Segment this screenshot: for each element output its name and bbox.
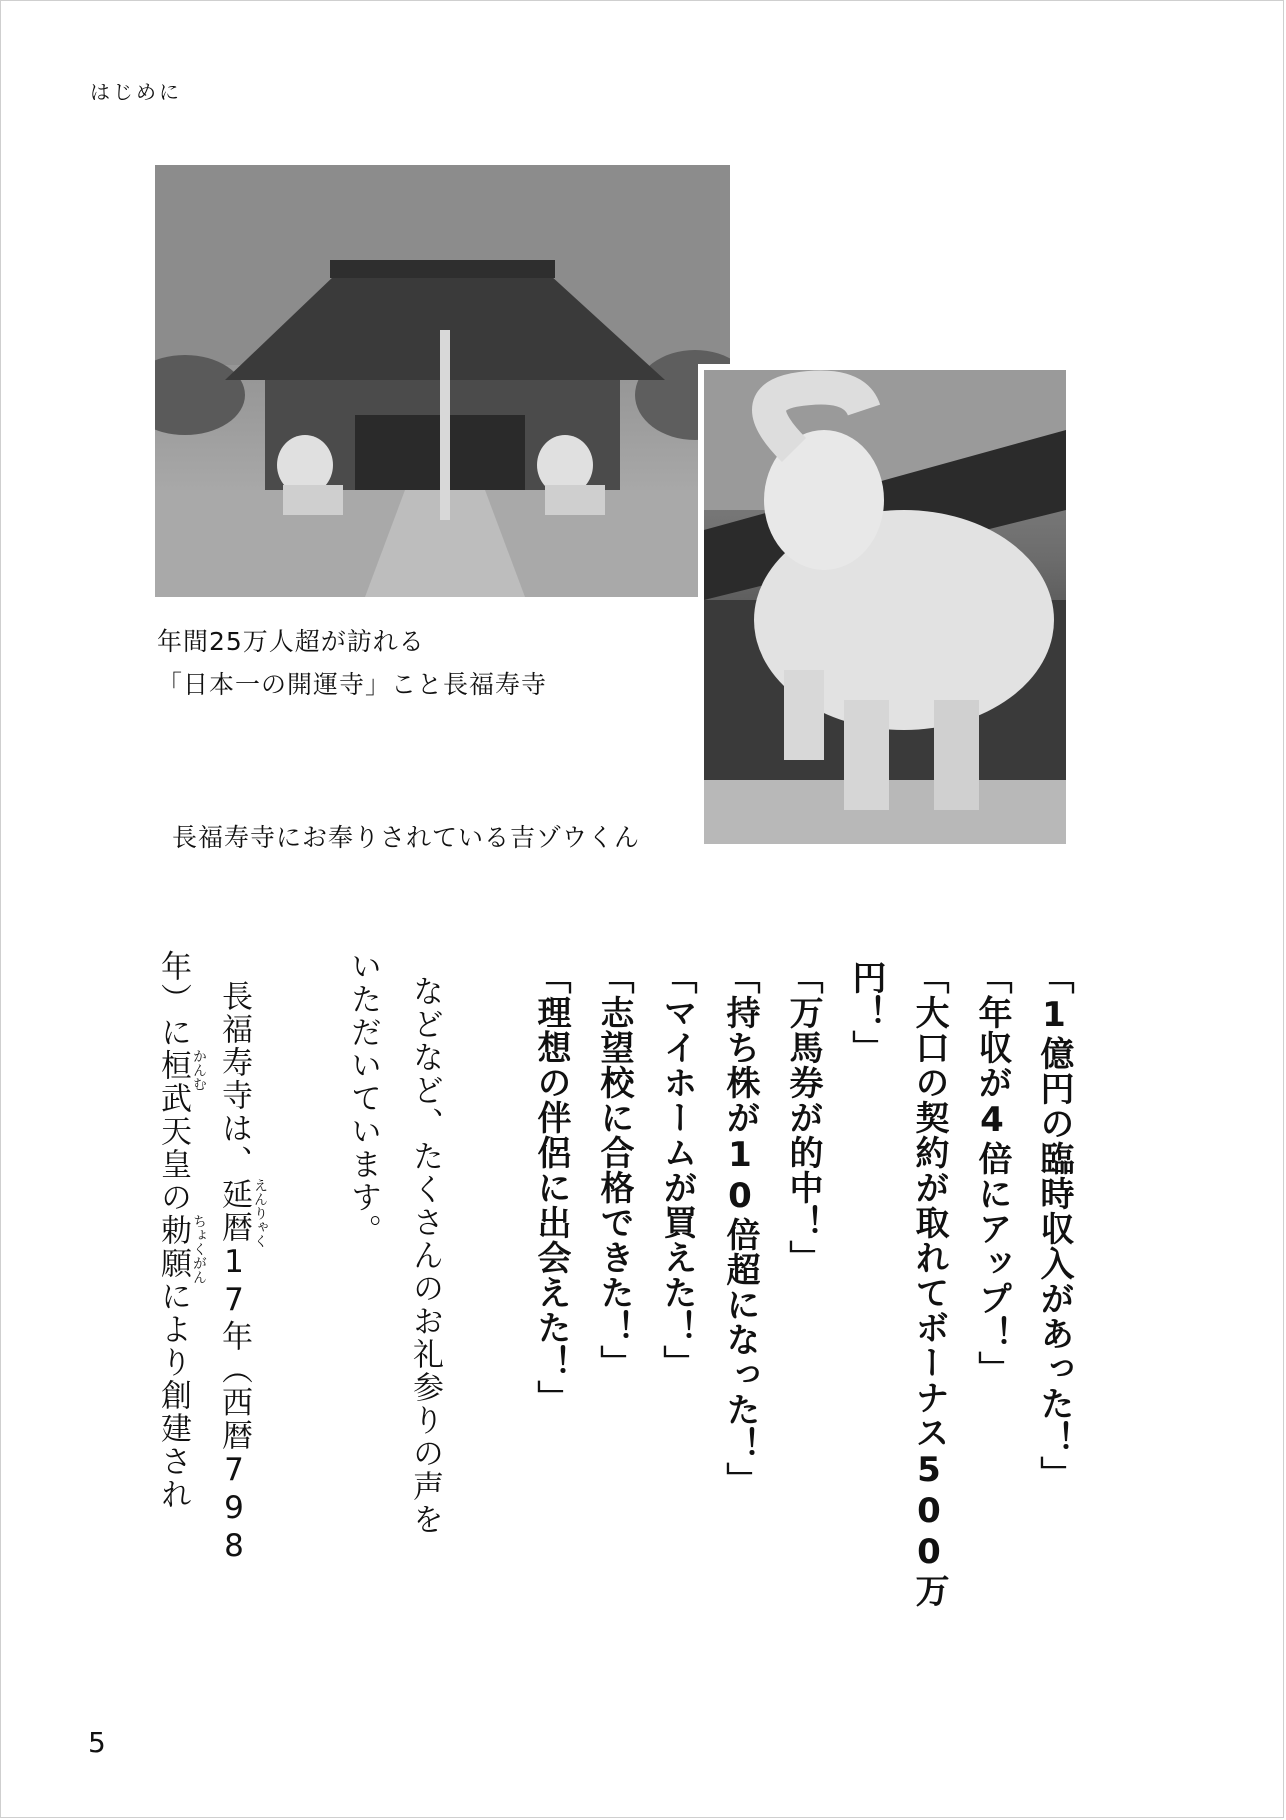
ruby-text: かんむ: [191, 1049, 207, 1091]
body-line: などなど、たくさんのお礼参りの声を: [407, 975, 443, 1536]
testimonial-line: 「年収が4倍にアップ！」: [972, 960, 1012, 1386]
body-text: 天皇の: [155, 1115, 191, 1214]
testimonial-line: 「持ち株が10倍超になった！」: [720, 960, 760, 1497]
body-text: 17年（西暦798: [216, 1244, 252, 1566]
body-text: 長福寿寺は、: [216, 980, 252, 1178]
temple-photo: [155, 165, 730, 597]
ruby-text: ちょくがん: [191, 1214, 207, 1284]
body-text: 桓武: [155, 1049, 191, 1115]
body-text: 延暦: [216, 1178, 252, 1244]
testimonial-line: 「志望校に合格できた！」: [594, 960, 634, 1380]
ruby-base: [155, 1214, 207, 1284]
elephant-caption: 長福寿寺にお奉りされている吉ゾウくん: [172, 823, 641, 852]
body-text: により創建され: [155, 1280, 191, 1511]
temple-caption-line-2: 「日本一の開運寺」こと長福寿寺: [157, 670, 548, 699]
testimonial-line: 「理想の伴侶に出会えた！」: [531, 960, 571, 1415]
temple-caption-line-1: 年間25万人超が訪れる: [157, 627, 425, 656]
body-text: 年）に: [155, 950, 191, 1049]
testimonial-line: 円！」: [846, 960, 886, 1065]
body-line: [216, 980, 268, 1580]
testimonial-line: 「万馬券が的中！」: [783, 960, 823, 1275]
ruby-text: えんりゃく: [252, 1178, 268, 1248]
elephant-statue-photo: [704, 370, 1066, 844]
ruby-base: [155, 1049, 207, 1115]
running-head: はじめに: [90, 80, 182, 104]
body-text: 勅願: [155, 1214, 191, 1280]
page-number: 5: [88, 1726, 106, 1759]
testimonial-line: 「大口の契約が取れてボーナス500万: [909, 960, 949, 1608]
body-line: [155, 950, 207, 1550]
testimonial-line: 「1億円の臨時収入があった！」: [1034, 960, 1074, 1491]
ruby-base: [216, 1178, 268, 1248]
body-line: いただいています。: [345, 950, 381, 1247]
testimonial-line: 「マイホームが買えた！」: [657, 960, 697, 1380]
